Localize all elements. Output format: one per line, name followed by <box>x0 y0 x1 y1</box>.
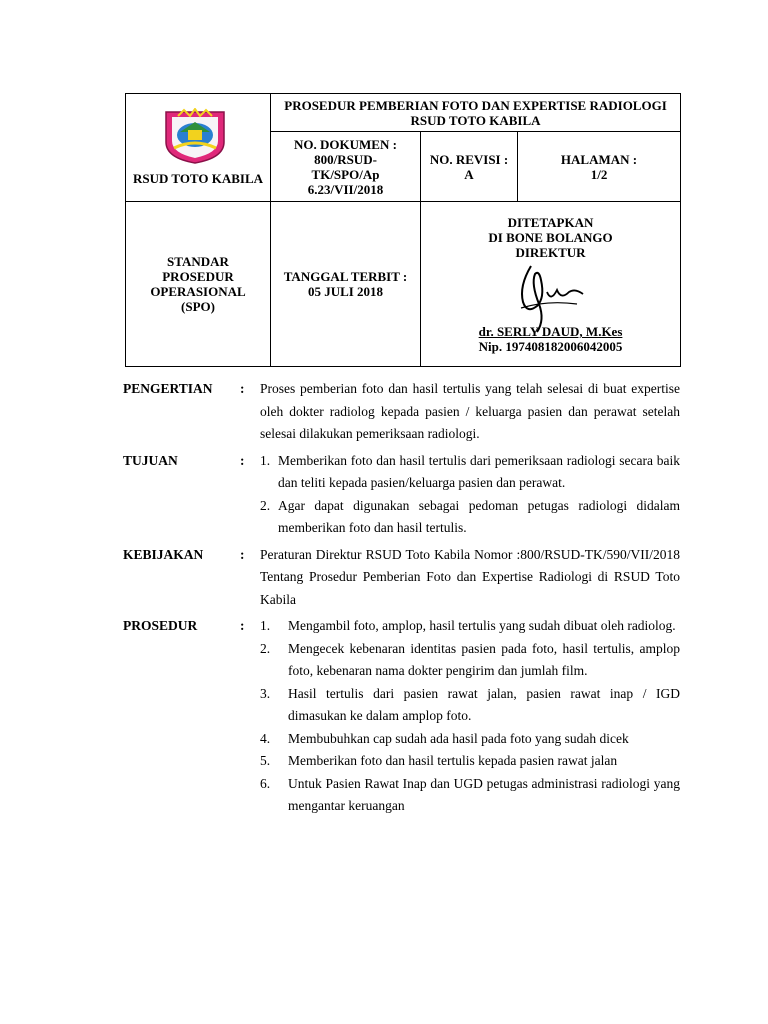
section-prosedur <box>123 615 680 818</box>
document-number-value: 800/RSUD-TK/SPO/Ap 6.23/VII/2018 <box>307 151 384 197</box>
approval-line-2: DI BONE BOLANGO <box>488 230 613 245</box>
list-text: Mengambil foto, amplop, hasil tertulis yang sudah dibuat oleh radiolog. <box>288 618 676 633</box>
spo-label: STANDAR PROSEDUR OPERASIONAL (SPO) <box>126 202 271 367</box>
list-number: 2. <box>260 640 271 656</box>
list-text: Hasil tertulis dari pasien rawat jalan, pasien rawat inap / IGD dimasukan ke dalam amplop foto. <box>288 685 680 723</box>
pengertian-label: PENGERTIAN <box>123 381 213 396</box>
section-tujuan <box>123 450 680 540</box>
document-body <box>123 378 680 818</box>
approval-line-3: DIREKTUR <box>515 245 586 260</box>
list-text: Membubuhkan cap sudah ada hasil pada foto yang sudah dicek <box>288 730 629 746</box>
list-item <box>260 773 680 818</box>
document-title: PROSEDUR PEMBERIAN FOTO DAN EXPERTISE RADIOLOGI RSUD TOTO KABILA <box>271 94 681 132</box>
revision-cell <box>421 132 518 202</box>
list-number: 1. <box>260 452 271 468</box>
list-number: 2. <box>260 497 271 513</box>
list-item <box>260 638 680 683</box>
approval-cell <box>421 202 681 367</box>
kebijakan-colon: : <box>240 546 245 562</box>
director-block <box>421 324 680 354</box>
document-number-cell <box>271 132 421 202</box>
list-item <box>260 750 680 773</box>
prosedur-colon: : <box>240 618 245 633</box>
pengertian-colon: : <box>240 381 245 396</box>
prosedur-label: PROSEDUR <box>123 618 198 633</box>
list-item <box>260 495 680 540</box>
prosedur-list <box>260 615 680 818</box>
list-number: 4. <box>260 730 271 746</box>
tujuan-label: TUJUAN <box>123 452 178 468</box>
list-item <box>260 450 680 495</box>
approval-stamp <box>421 215 680 260</box>
approval-line-1: DITETAPKAN <box>507 215 594 230</box>
list-item <box>260 683 680 728</box>
regency-coat-of-arms-icon <box>160 108 230 164</box>
page-value: 1/2 <box>590 167 608 182</box>
tujuan-list <box>260 450 680 540</box>
hospital-name: RSUD TOTO KABILA <box>132 171 264 186</box>
list-text: Memberikan foto dan hasil tertulis dari pemeriksaan radiologi secara baik dan teliti kepada pasien/keluarga pasien dan perawat. <box>278 452 680 490</box>
list-number: 6. <box>260 775 271 791</box>
issue-date-value: 05 JULI 2018 <box>307 284 384 299</box>
list-text: Mengecek kebenaran identitas pasien pada foto, hasil tertulis, amplop foto, kebenaran nama dokter pengirim dan jumlah film. <box>288 640 680 678</box>
kebijakan-text: Peraturan Direktur RSUD Toto Kabila Nomor :800/RSUD-TK/590/VII/2018 Tentang Prosedur Pemberian Foto dan Expertise Radiologi di RSUD Toto Kabila <box>260 546 680 607</box>
document-header-table <box>125 93 681 367</box>
issue-date-cell <box>271 202 421 367</box>
document-number-label: NO. DOKUMEN : <box>294 136 397 152</box>
issue-date-label: TANGGAL TERBIT : <box>283 269 408 284</box>
revision-label: NO. REVISI : <box>429 152 509 167</box>
revision-value: A <box>464 167 474 182</box>
list-item <box>260 615 680 638</box>
list-text: Agar dapat digunakan sebagai pedoman petugas radiologi didalam memberikan foto dan hasil tertulis. <box>278 497 680 535</box>
section-kebijakan <box>123 544 680 612</box>
list-number: 5. <box>260 753 271 768</box>
director-name: dr. SERLY DAUD, M.Kes <box>478 324 623 339</box>
page-label: HALAMAN : <box>560 152 638 167</box>
section-pengertian <box>123 378 680 446</box>
list-item <box>260 728 680 751</box>
list-number: 3. <box>260 685 271 701</box>
hospital-cell <box>126 94 271 202</box>
kebijakan-label: KEBIJAKAN <box>123 546 204 562</box>
list-number: 1. <box>260 618 271 633</box>
director-nip: Nip. 197408182006042005 <box>478 339 623 354</box>
page-cell <box>518 132 681 202</box>
list-text: Memberikan foto dan hasil tertulis kepada pasien rawat jalan <box>288 753 618 768</box>
pengertian-text: Proses pemberian foto dan hasil tertulis yang telah selesai di buat expertise oleh dokter radiolog kepada pasien / keluarga pasien dan perawat setelah selesai dilakukan pemeriksaan radiologi. <box>260 381 680 441</box>
list-text: Untuk Pasien Rawat Inap dan UGD petugas administrasi radiologi yang mengantar keruangan <box>288 775 680 813</box>
tujuan-colon: : <box>240 452 245 468</box>
